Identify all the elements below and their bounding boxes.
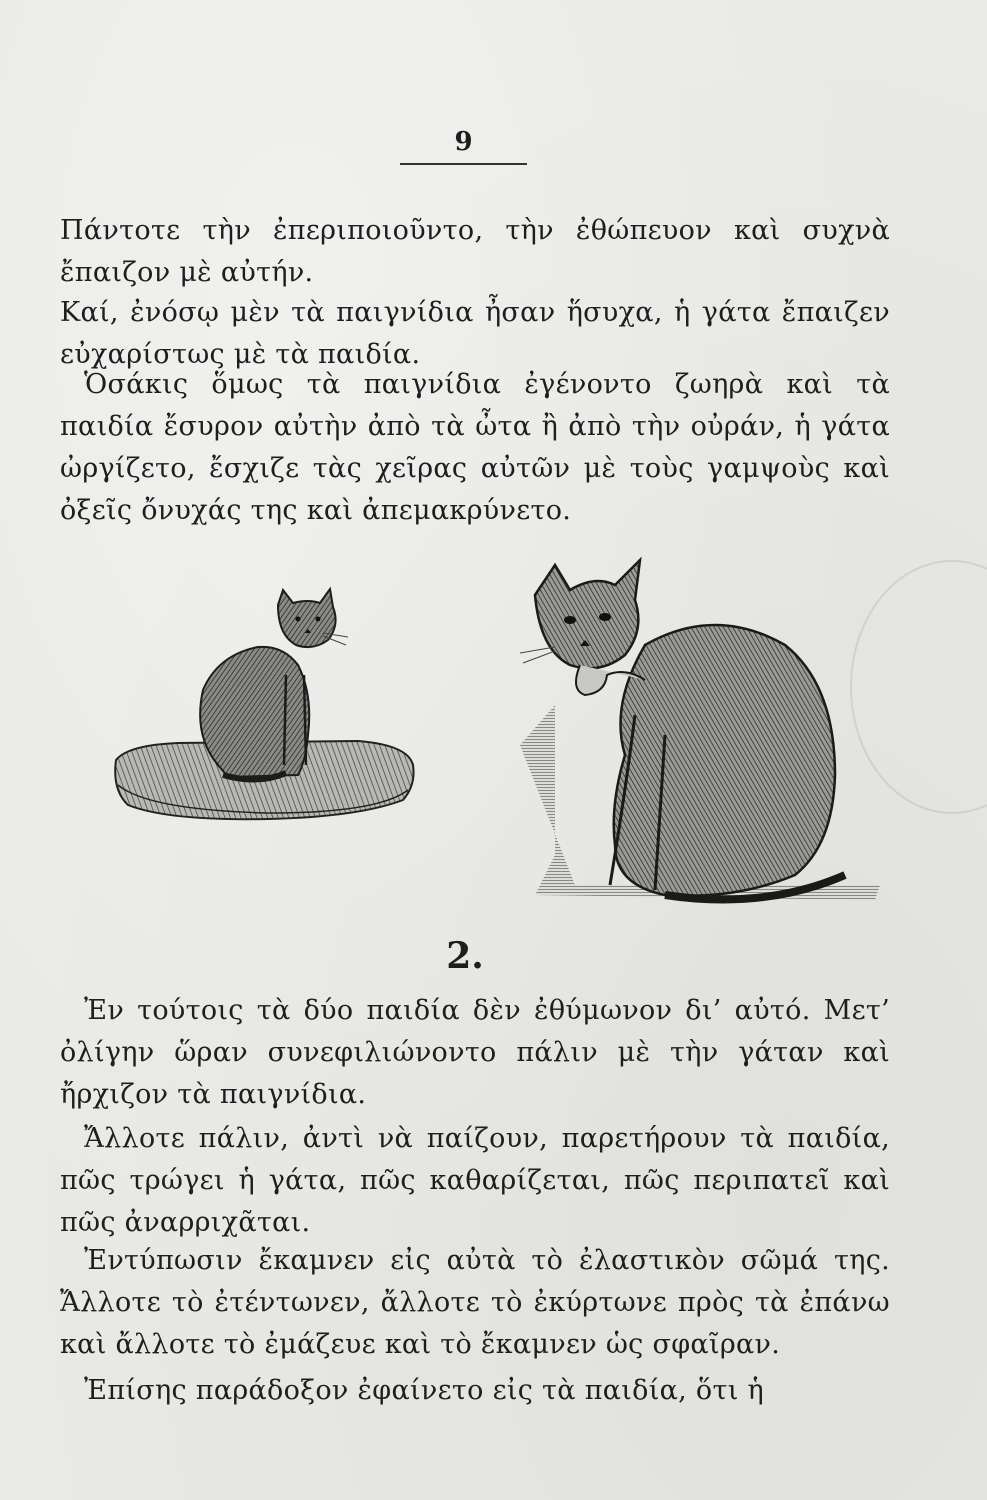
paragraph-2: Καί, ἐνόσῳ μὲν τὰ παιγνίδια ἦσαν ἥσυχα, ἡ γάτα ἔπαιζεν εὐχαρίστως μὲ τὰ παιδία. bbox=[60, 297, 890, 370]
paragraph-1: Πάντοτε τὴν ἐπεριποιοῦντο, τὴν ἐθώπευον καὶ συχνὰ ἔπαιζον μὲ αὐτήν. bbox=[60, 215, 890, 288]
page-number: 9 bbox=[454, 127, 473, 157]
paragraph-5: Ἄλλοτε πάλιν, ἀντὶ νὰ παίζουν, παρετήρουν τὰ παιδία, πῶς τρώγει ἡ γάτα, πῶς καθαρίζεται, πῶς περιπατεῖ καὶ πῶς ἀναρριχᾶται. bbox=[60, 1123, 890, 1238]
cat-licking-paw-icon bbox=[515, 555, 885, 920]
paragraph-3: Ὁσάκις ὅμως τὰ παιγνίδια ἐγένοντο ζωηρὰ καὶ τὰ παιδία ἔσυρον αὐτὴν ἀπὸ τὰ ὦτα ἢ ἀπὸ τὴν οὐράν, ἡ γάτα ὠργίζετο, ἔσχιζε τὰς χεῖρας αὐτῶν μὲ τοὺς γαμψοὺς καὶ ὀξεῖς ὄνυχάς της καὶ ἀπεμακρύνετο. bbox=[60, 369, 890, 526]
section-number: 2. bbox=[446, 935, 484, 977]
paragraph-4: Ἐν τούτοις τὰ δύο παιδία δὲν ἐθύμωνον δι’ αὐτό. Μετ’ ὀλίγην ὥραν συνεφιλιώνοντο πάλιν μὲ τὴν γάταν καὶ ἤρχιζον τὰ παιγνίδια. bbox=[60, 995, 890, 1110]
paragraph-7: Ἐπίσης παράδοξον ἐφαίνετο εἰς τὰ παιδία, ὅτι ἡ bbox=[84, 1375, 764, 1406]
cat-sitting-on-cushion-icon bbox=[108, 585, 420, 845]
paragraph-6: Ἐντύπωσιν ἔκαμνεν εἰς αὐτὰ τὸ ἐλαστικὸν σῶμά της. Ἄλλοτε τὸ ἐτέντωνεν, ἄλλοτε τὸ ἐκύρτωνε πρὸς τὰ ἐπάνω καὶ ἄλλοτε τὸ ἐμάζευε καὶ τὸ ἔκαμνεν ὡς σφαῖραν. bbox=[60, 1245, 890, 1360]
page-number-rule bbox=[400, 163, 527, 165]
